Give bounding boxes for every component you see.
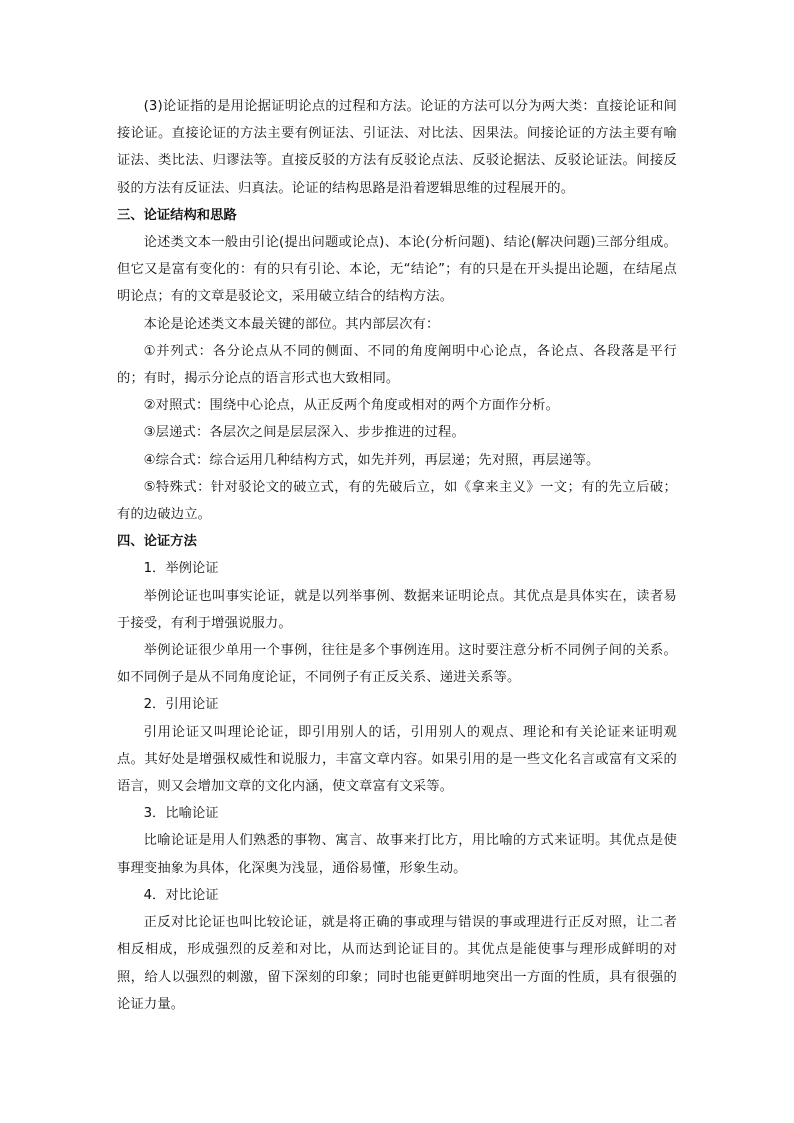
paragraph-body-levels: 本论是论述类文本最关键的部位。其内部层次有： [143, 316, 440, 332]
subheading-metaphor: 3．比喻论证 [143, 806, 219, 822]
paragraph-quotation: 引用论证又叫理论论证，即引用别人的话，引用别人的观点、理论和有关论证来证明观点。其好处是增强权威性和说服力，丰富文章内容。如果引用的是一些文化名言或富有文采的语言，则又会增加文章的文化内涵，使文章富有文采等。 [117, 724, 677, 795]
paragraph-example-2: 举例论证很少单用一个事例，往往是多个事例连用。这时要注意分析不同例子间的关系。如不同例子是从不同角度论证，不同例子有正反关系、递进关系等。 [117, 643, 677, 686]
paragraph-contrast: ②对照式：围绕中心论点，从正反两个角度或相对的两个方面作分析。 [143, 398, 560, 414]
paragraph-structure-intro: 论述类文本一般由引论(提出问题或论点)、本论(分析问题)、结论(解决问题)三部分组成。但它又是富有变化的：有的只有引论、本论，无“结论”；有的只是在开头提出论题，在结尾点明论点；有的文章是驳论文，采用破立结合的结构方法。 [117, 235, 677, 305]
paragraph-progressive: ③层递式：各层次之间是层层深入、步步推进的过程。 [143, 425, 465, 441]
paragraph-argument-methods: (3)论证指的是用论据证明论点的过程和方法。论证的方法可以分为两大类：直接论证和间接论证。直接论证的方法主要有例证法、引证法、对比法、因果法。间接论证的方法主要有喻证法、类比法、归谬法等。直接反驳的方法有反驳论点法、反驳论据法、反驳论证法。间接反驳的方法有反证法、归真法。论证的结构思路是沿着逻辑思维的过程展开的。 [117, 99, 677, 196]
paragraph-comprehensive: ④综合式：综合运用几种结构方式，如先并列，再层递；先对照，再层递等。 [143, 452, 600, 468]
heading-methods: 四、论证方法 [117, 534, 197, 550]
paragraph-example-1: 举例论证也叫事实论证，就是以列举事例、数据来证明论点。其优点是具体实在，读者易于接受，有利于增强说服力。 [117, 588, 677, 631]
subheading-quotation: 2．引用论证 [143, 697, 219, 713]
paragraph-special: ⑤特殊式：针对驳论文的破立式，有的先破后立，如《拿来主义》一文；有的先立后破；有的边破边立。 [117, 479, 677, 523]
paragraph-parallel: ①并列式：各分论点从不同的侧面、不同的角度阐明中心论点，各论点、各段落是平行的；有时，揭示分论点的语言形式也大致相同。 [117, 343, 677, 387]
document-page [117, 93, 677, 1018]
subheading-comparison: 4．对比论证 [143, 887, 219, 903]
subheading-example: 1．举例论证 [143, 561, 219, 577]
paragraph-comparison: 正反对比论证也叫比较论证，就是将正确的事或理与错误的事或理进行正反对照，让二者相反相成，形成强烈的反差和对比，从而达到论证目的。其优点是能使事与理形成鲜明的对照，给人以强烈的刺激，留下深刻的印象；同时也能更鲜明地突出一方面的性质，具有很强的论证力量。 [117, 915, 677, 1012]
paragraph-metaphor: 比喻论证是用人们熟悉的事物、寓言、故事来打比方，用比喻的方式来证明。其优点是使事理变抽象为具体，化深奥为浅显，通俗易懂，形象生动。 [117, 833, 677, 876]
heading-structure: 三、论证结构和思路 [117, 207, 237, 223]
